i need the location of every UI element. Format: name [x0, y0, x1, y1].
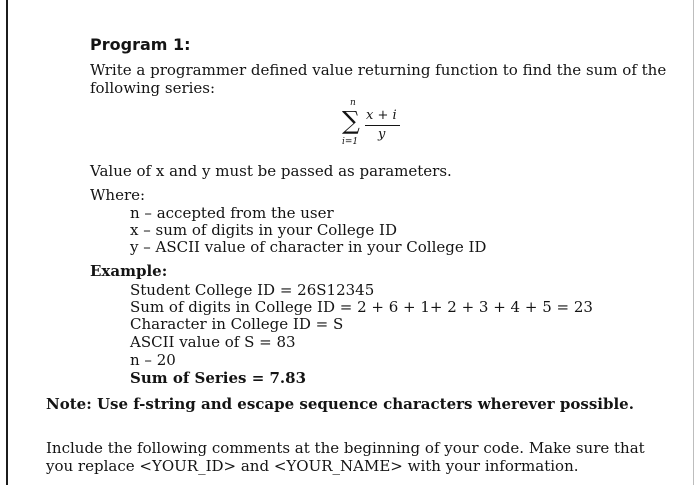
include-line-2: you replace <YOUR_ID> and <YOUR_NAME> with your information. [46, 457, 579, 475]
formula-numerator: x + i [366, 108, 397, 123]
note-text: Note: Use f-string and escape sequence characters wherever possible. [46, 395, 634, 413]
where-item-x: x – sum of digits in your College ID [130, 221, 397, 239]
fraction-bar [365, 125, 400, 126]
example-result: Sum of Series = 7.83 [130, 369, 307, 387]
example-line-character: Character in College ID = S [130, 315, 344, 333]
program-title: Program 1: [90, 35, 191, 54]
formula-lower-limit: i=1 [342, 137, 359, 147]
right-border [693, 0, 694, 485]
left-border [6, 0, 8, 485]
example-line-ascii: ASCII value of S = 83 [130, 333, 296, 351]
example-label: Example: [90, 262, 168, 280]
example-line-n: n – 20 [130, 351, 176, 369]
include-line-1: Include the following comments at the beginning of your code. Make sure that [46, 439, 645, 457]
intro-line-1: Write a programmer defined value returning function to find the sum of the [90, 61, 667, 79]
sigma-symbol: ∑ [342, 106, 360, 135]
where-item-y: y – ASCII value of character in your College ID [130, 238, 487, 256]
intro-line-2: following series: [90, 79, 216, 97]
where-item-n: n – accepted from the user [130, 204, 334, 222]
formula-denominator: y [378, 127, 386, 142]
series-formula [338, 98, 418, 158]
example-line-sum-digits: Sum of digits in College ID = 2 + 6 + 1+ 2 + 3 + 4 + 5 = 23 [130, 298, 593, 316]
formula-upper-limit: n [350, 98, 356, 108]
example-line-id: Student College ID = 26S12345 [130, 281, 375, 299]
where-label: Where: [90, 186, 146, 204]
params-text: Value of x and y must be passed as parameters. [90, 162, 452, 180]
